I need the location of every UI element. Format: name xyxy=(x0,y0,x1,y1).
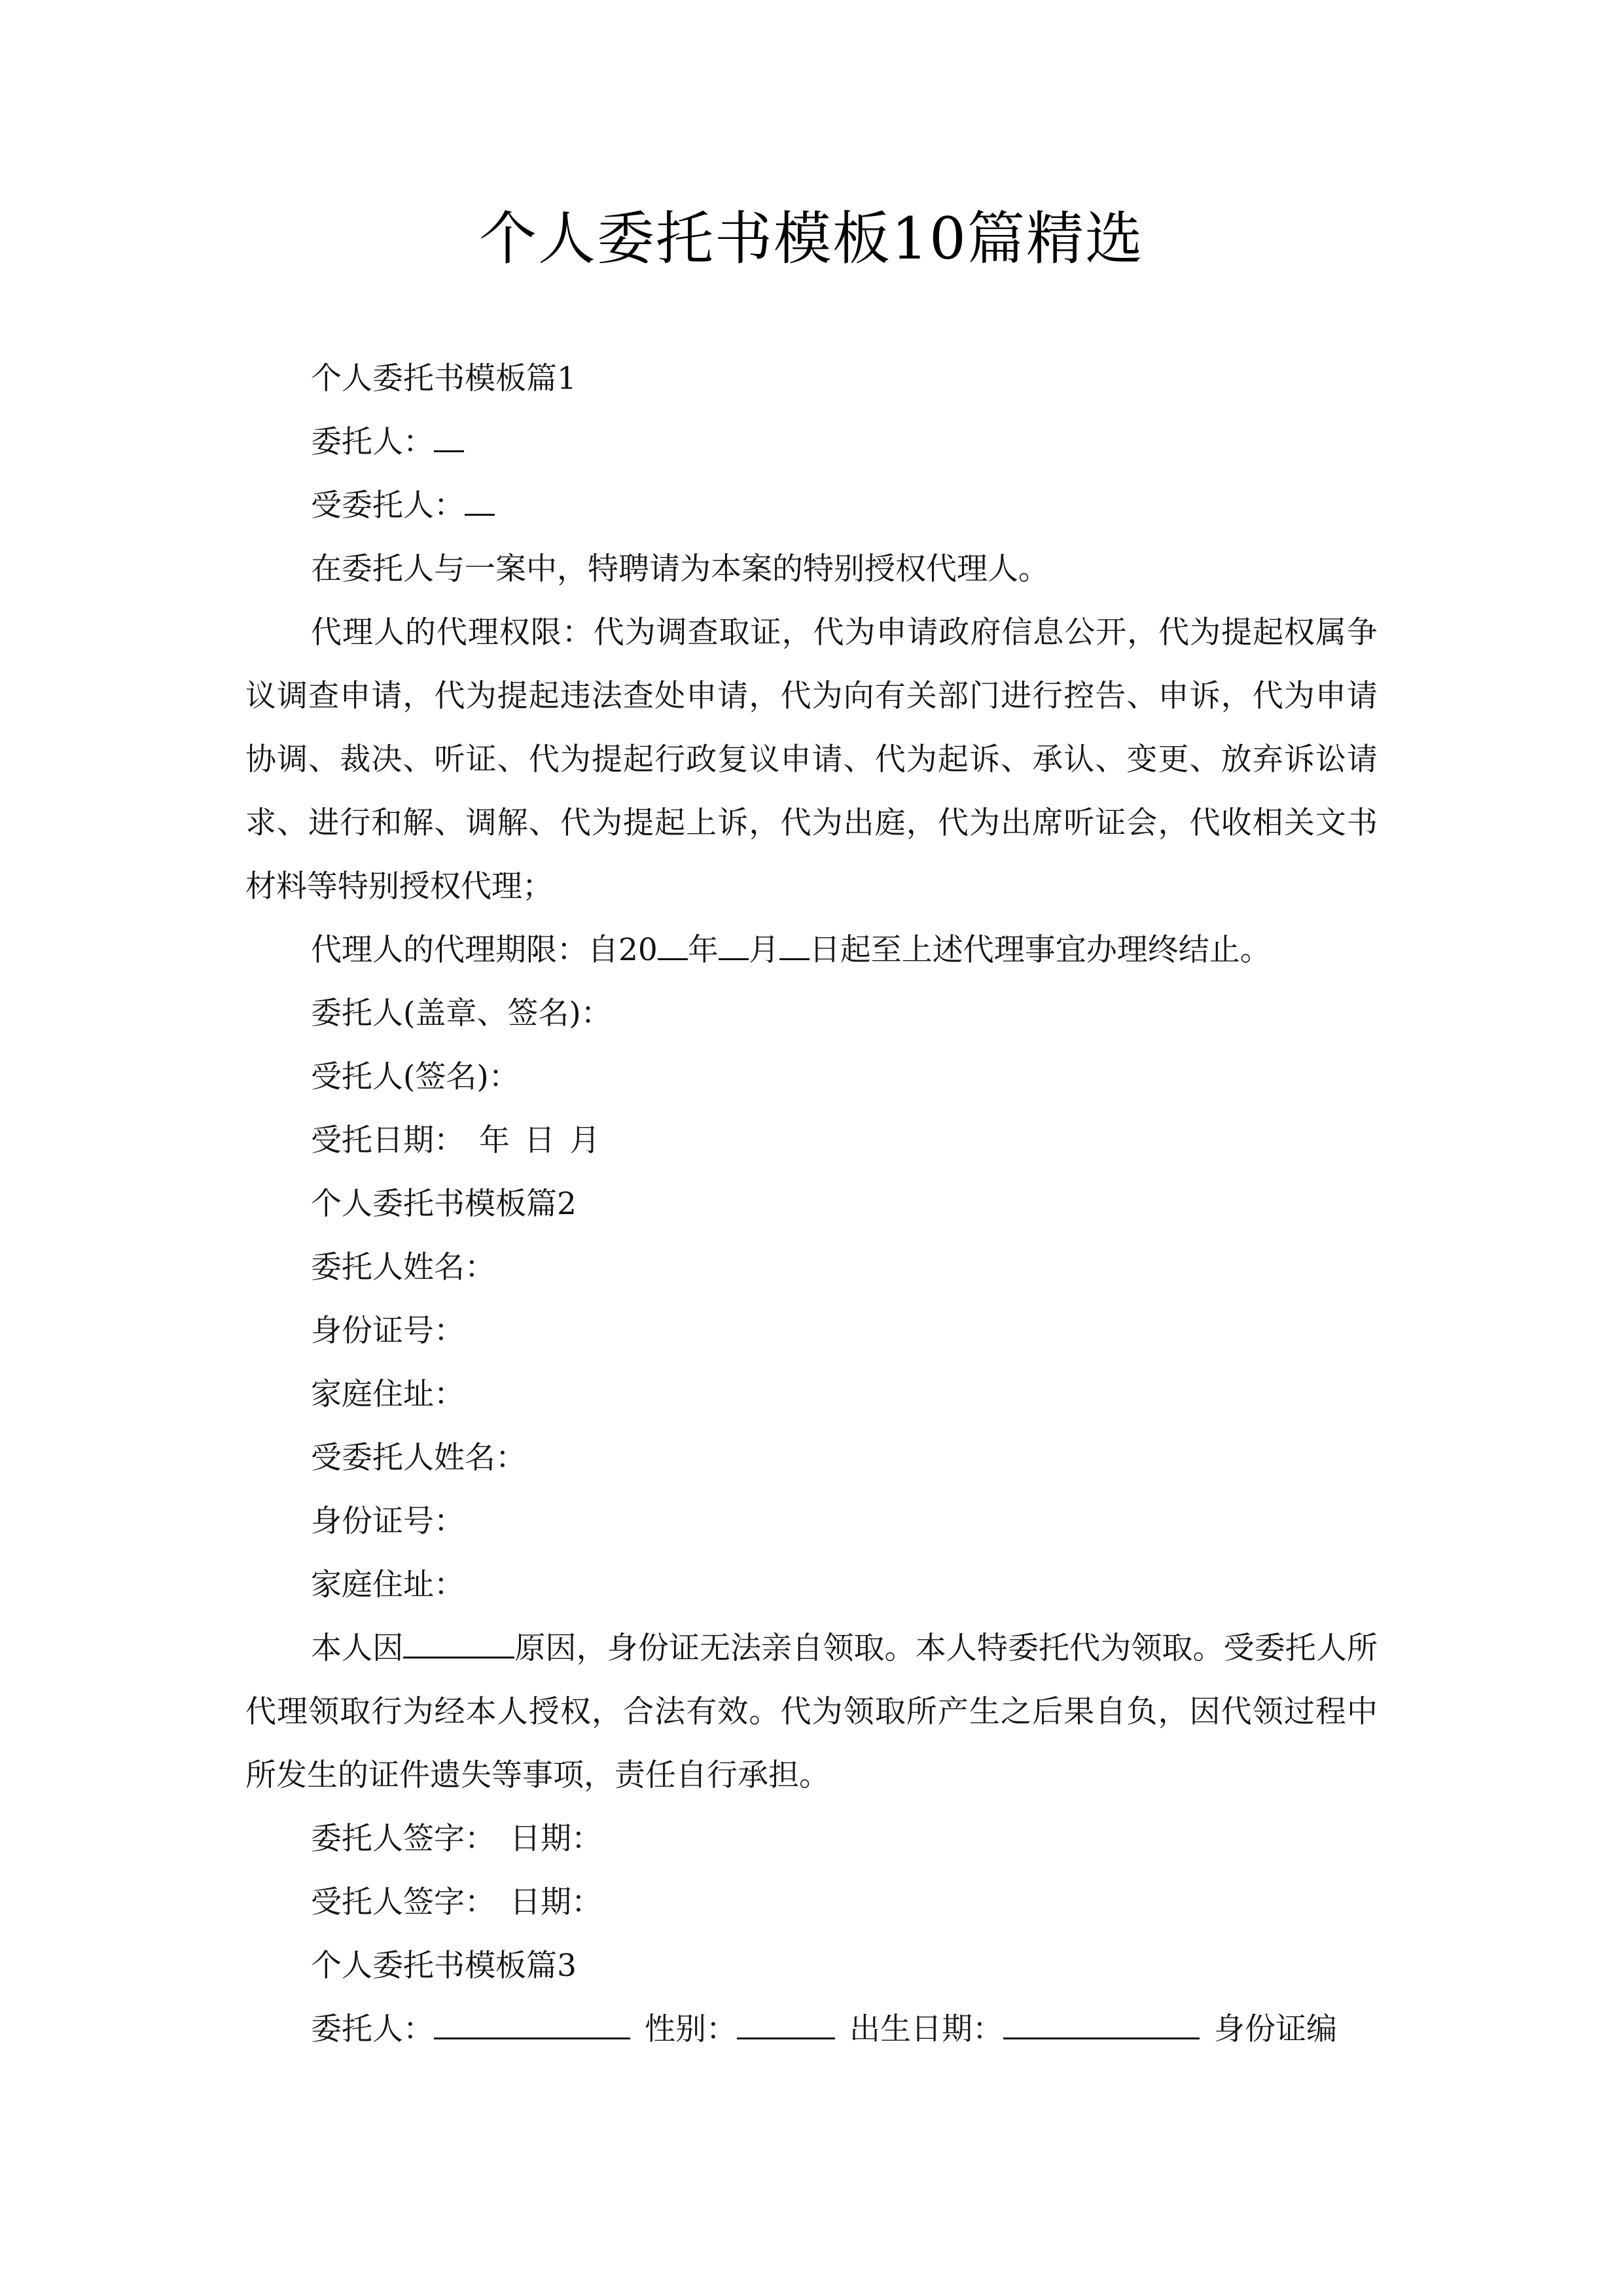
agent-sign-label: 受托人签字： xyxy=(311,1884,495,1920)
principal-label: 委托人： xyxy=(311,2011,434,2047)
term-day-blank xyxy=(779,932,810,960)
term-year-blank xyxy=(658,932,688,960)
birth-blank xyxy=(1003,2011,1200,2039)
agent-name-line: 受委托人姓名： xyxy=(311,1440,526,1476)
reason-prefix: 本人因 xyxy=(311,1630,404,1666)
term-month-blank xyxy=(719,932,749,960)
principal-line xyxy=(245,410,1378,474)
reason-paragraph xyxy=(245,1617,1378,1807)
principal-sign-line: 委托人(盖章、签名)： xyxy=(311,996,612,1031)
section-heading: 个人委托书模板篇3 xyxy=(311,1948,577,1984)
term-year: 年 xyxy=(687,932,719,968)
gender-blank xyxy=(737,2011,835,2039)
section-heading: 个人委托书模板篇2 xyxy=(311,1186,577,1222)
agent-blank xyxy=(465,488,495,516)
date-year: 年 xyxy=(479,1122,510,1158)
intro-paragraph: 在委托人与一案中，特聘请为本案的特别授权代理人。 xyxy=(311,551,1049,587)
date-line xyxy=(245,1109,1378,1172)
agent-id-line: 身份证号： xyxy=(311,1503,465,1539)
agent-date-label: 日期： xyxy=(510,1884,602,1920)
date-label: 受托日期： xyxy=(311,1122,465,1158)
gender-label: 性别： xyxy=(645,2011,737,2047)
agent-sign-line: 受托人(签名)： xyxy=(311,1059,520,1095)
agent-address-line: 家庭住址： xyxy=(311,1567,465,1603)
principal-label: 委托人： xyxy=(311,424,434,460)
principal-blank xyxy=(434,424,464,452)
reason-suffix: 原因，身份证无法亲自领取。本人特委托代为领取。受委托人所代理领取行为经本人授权，合法有效。代为领取所产生之后果自负，因代领过程中所发生的证件遗失等事项，责任自行承担。 xyxy=(245,1630,1378,1793)
principal-id-line: 身份证号： xyxy=(311,1313,465,1349)
document-title: 个人委托书模板10篇精选 xyxy=(479,205,1144,272)
agent-label: 受委托人： xyxy=(311,488,465,524)
date-month: 月 xyxy=(569,1122,600,1158)
principal-name-line: 委托人姓名： xyxy=(311,1249,495,1285)
id-label: 身份证编 xyxy=(1214,2011,1337,2047)
birth-label: 出生日期： xyxy=(849,2011,1003,2047)
agent-signature-line xyxy=(245,1871,1378,1934)
principal-blank xyxy=(434,2011,630,2039)
principal-address-line: 家庭住址： xyxy=(311,1376,465,1412)
term-paragraph xyxy=(245,918,1378,982)
reason-blank xyxy=(403,1630,514,1659)
principal-signature-line xyxy=(245,1807,1378,1871)
term-month: 月 xyxy=(748,932,779,968)
agent-line xyxy=(245,474,1378,537)
term-suffix: 日起至上述代理事宜办理终结止。 xyxy=(809,932,1271,968)
section-heading: 个人委托书模板篇1 xyxy=(311,361,577,397)
principal-info-line xyxy=(245,1998,1378,2061)
principal-date-label: 日期： xyxy=(510,1821,602,1857)
document-body xyxy=(245,347,1378,2061)
principal-sign-label: 委托人签字： xyxy=(311,1821,495,1857)
term-prefix: 代理人的代理期限：自20 xyxy=(311,932,658,968)
date-day: 日 xyxy=(524,1122,555,1158)
authority-paragraph: 代理人的代理权限：代为调查取证，代为申请政府信息公开，代为提起权属争议调查申请，代为提起违法查处申请，代为向有关部门进行控告、申诉，代为申请协调、裁决、听证、代为提起行政复议申请、代为起诉、承认、变更、放弃诉讼请求、进行和解、调解、代为提起上诉，代为出庭，代为出席听证会，代收相关文书材料等特别授权代理； xyxy=(245,615,1378,905)
